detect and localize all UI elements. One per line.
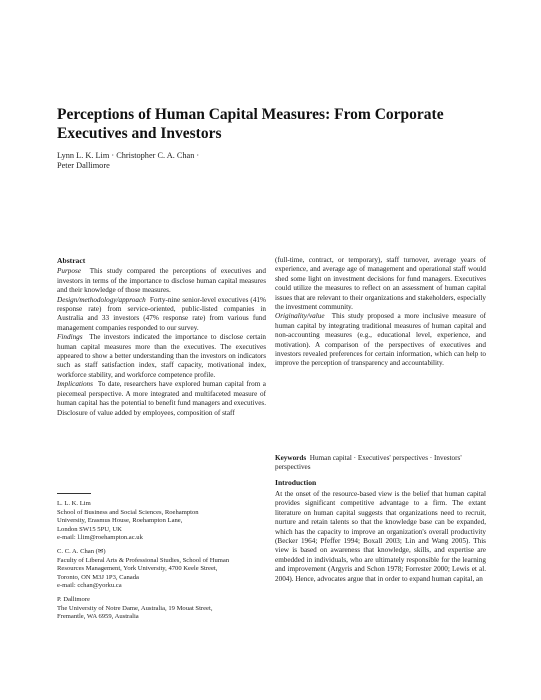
affiliation-line: School of Business and Social Sciences, Roehampton (57, 508, 199, 516)
findings-label: Findings (57, 333, 83, 342)
author-line: Lynn L. K. Lim · Christopher C. A. Chan · (57, 151, 200, 160)
design-text: Forty-nine senior-level executives (41% response rate) from service-oriented, public-listed companies in Australia and 33 investors (47% response rate) from various fund management companies responded to our survey. (57, 295, 266, 332)
affiliation (57, 596, 266, 622)
introduction-text: At the onset of the resource-based view is the belief that human capital provides significant competitive advantage to a firm. The extant literature on human capital suggests that organizations need to recruit, nurture and retain talents so that the knowledge base can be expanded, which has the capacity to improve an organization's overall productivity (Becker 1964; Pfeffer 1994; Boxall 2003; Lin and Wang 2005). This view is based on awareness that knowledge, skills, and expertise are embedded in individuals, who are ultimately responsible for the learning and improvement (Argyris and Schon 1978; Forrester 2000; Lewis et al. 2004). Hence, advocates argue that in order to expand human capital, an (275, 490, 486, 583)
keywords-label: Keywords (275, 454, 307, 462)
design-label: Design/methodology/approach (57, 295, 146, 304)
author-line: Peter Dallimore (57, 161, 110, 170)
findings-text: The investors indicated the importance to disclose certain human capital measures more than the executives. The executives appeared to show a better understanding than the investors on indicators such as staff satisfaction index, staff capacity, motivational index, workforce stability, and workforce competence profile. (57, 333, 266, 379)
originality-text: This study proposed a more inclusive measure of human capital by integrating traditional measures of human capital and non-accounting measures (e.g., educational level, experience, and motivation). A comparison of the perspectives of executives and investors revealed preferences for certain information, which can help to improve the perception of transparency and accountability. (275, 312, 486, 368)
implications-text: To date, researchers have explored human capital from a piecemeal perspective. A more integrated and multifaceted measure of human capital has the potential to benefit fund managers and executives. Disclosure of value added by employees, composition of staff (57, 380, 266, 417)
affiliation-line: London SW15 5PU, UK (57, 525, 122, 533)
affiliation (57, 500, 266, 543)
affiliation-line: University, Erasmus House, Roehampton Lane, (57, 517, 183, 525)
abstract-heading: Abstract (57, 256, 86, 265)
abstract-originality (275, 312, 486, 368)
abstract-findings (57, 333, 266, 380)
keywords (275, 454, 486, 473)
affiliations (57, 500, 266, 627)
abstract-design (57, 296, 266, 334)
abstract-left-column (57, 256, 266, 418)
affiliation-line: Toronto, ON M3J 1P3, Canada (57, 573, 139, 581)
affiliation-email: e-mail: l.lim@roehampton.ac.uk (57, 534, 143, 542)
abstract-right-column (275, 256, 486, 369)
paper-title: Perceptions of Human Capital Measures: From Corporate Executives and Investors (57, 106, 444, 142)
keywords-text: Human capital · Executives' perspectives · Investors' perspectives (275, 454, 462, 472)
introduction-body (275, 490, 486, 584)
footnote-rule (57, 493, 91, 494)
affiliation-line: Fremantle, WA 6959, Australia (57, 613, 139, 621)
introduction-heading: Introduction (275, 478, 317, 487)
abstract-implications (57, 380, 266, 418)
abstract-continued: (full-time, contract, or temporary), staff turnover, average years of experience, and average age of management and operational staff would shed some light on investment decisions for fund managers. Executives could utilize the measures to reflect on an assessment of human capital issues that are relevant to their organizations and stakeholders, especially the investment community. (275, 256, 486, 312)
purpose-label: Purpose (57, 267, 81, 276)
affiliation-line: Faculty of Liberal Arts & Professional Studies, School of Human (57, 556, 230, 564)
affiliation-line: The University of Notre Dame, Australia, 19 Mouat Street, (57, 604, 213, 612)
affiliation-name: C. C. A. Chan (✉) (57, 547, 106, 555)
affiliation-name: P. Dallimore (57, 595, 90, 603)
affiliation (57, 548, 266, 591)
implications-label: Implications (57, 380, 93, 389)
author-list (57, 151, 477, 171)
purpose-text: This study compared the perceptions of executives and investors in terms of the importance to disclose human capital measures and their knowledge of those measures. (57, 267, 266, 295)
abstract-purpose (57, 267, 266, 295)
affiliation-name: L. L. K. Lim (57, 500, 91, 507)
affiliation-email: e-mail: cchan@yorku.ca (57, 582, 122, 590)
originality-label: Originality/value (275, 312, 325, 321)
affiliation-line: Resources Management, York University, 4700 Keele Street, (57, 565, 218, 573)
